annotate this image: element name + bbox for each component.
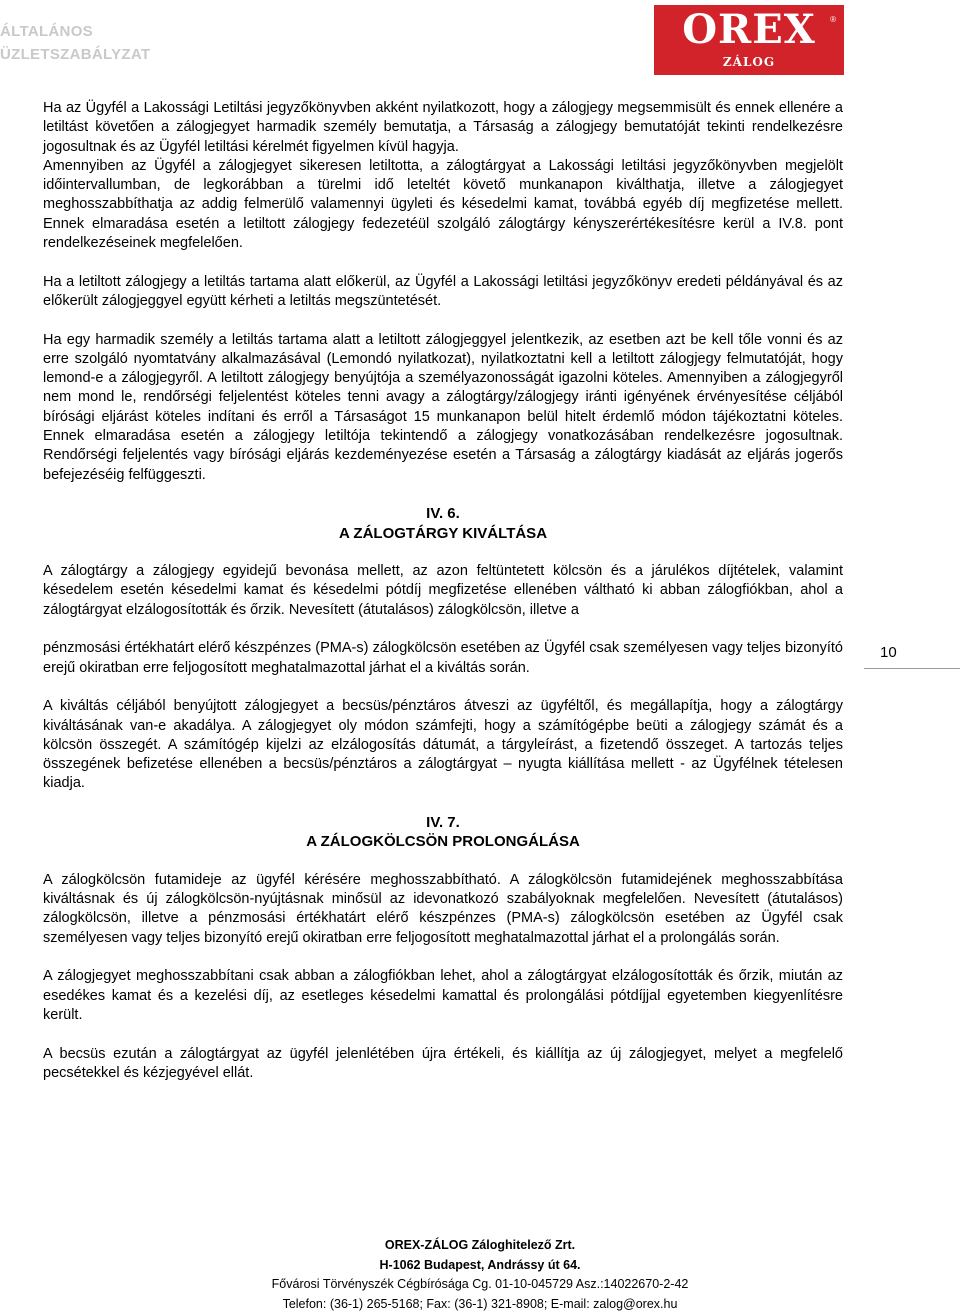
- footer-registry: Fővárosi Törvényszék Cégbírósága Cg. 01-10-045729 Asz.:14022670-2-42: [271, 1277, 689, 1291]
- document-title-line1: ÁLTALÁNOS: [0, 23, 93, 40]
- paragraph: Ha a letiltott zálogjegy a letiltás tartama alatt előkerül, az Ügyfél a Lakossági letiltási jegyzőkönyv eredeti példányával és az előkerült zálogjeggyel együtt kérheti a letiltás megszüntetését.: [43, 273, 843, 309]
- section-heading: [43, 504, 843, 543]
- page-number-rule: [864, 668, 960, 669]
- orex-logo: [654, 5, 844, 75]
- footer-contact: Telefon: (36-1) 265-5168; Fax: (36-1) 321-8908; E-mail: zalog@orex.hu: [282, 1296, 678, 1311]
- section-title: A ZÁLOGKÖLCSÖN PROLONGÁLÁSA: [306, 833, 580, 851]
- logo-wordmark: OREX: [682, 6, 816, 53]
- page-footer: [0, 1236, 960, 1314]
- footer-company: OREX-ZÁLOG Záloghitelező Zrt.: [384, 1238, 576, 1252]
- paragraph: Amennyiben az Ügyfél a zálogjegyet sikeresen letiltotta, a zálogtárgyat a Lakossági letiltási jegyzőkönyvben megjelölt időintervallumban, de legkorábban a türelmi idő leteltét követő munkanapon kiválthatja, illetve a zálogjegyet meghosszabbíthatja az addig felmerülő valamennyi ügyleti és késedelmi kamat, továbbá egyéb díj megfizetése mellett. Ennek elmaradása esetén a letiltott zálogjegy fedezetéül szolgáló zálogtárgy kényszerértékesítésre kerül a IV.8. pont rendelkezéseinek megfelelően.: [43, 157, 843, 252]
- footer-address: H-1062 Budapest, Andrássy út 64.: [379, 1257, 581, 1272]
- paragraph: Ha egy harmadik személy a letiltás tartama alatt a letiltott zálogjeggyel jelentkezik, az esetben azt be kell tőle vonni és az erre szolgáló nyomtatvány alkalmazásával (Lemondó nyilatkozat), nyilatkoztatni kell a letiltott zálogjegy felmutatóját, hogy lemond-e a zálogjegyről. A letiltott zálogjegy benyújtója a személyazonosságát igazolni köteles. Amennyiben a zálogjegyről nem mond le, rendőrségi feljelentést köteles tenni avagy a zálogtárgy/zálogjegy iránti igényének érvényesítése céljából bírósági eljárást köteles indítani és erről a Társaságot 15 munkanapon belül hitelt érdemlő módon tájékoztatni köteles. Ennek elmaradása esetén a zálogjegy letiltója tekintendő a zálogjegy vonatkozásában rendelkezésre jogosultnak. Rendőrségi feljelentés vagy bírósági eljárás kezdeményezése esetén a Társaság a zálogtárgy kiadását az eljárás jogerős befejezéséig felfüggeszti.: [43, 331, 843, 483]
- section-title: A ZÁLOGTÁRGY KIVÁLTÁSA: [338, 524, 548, 542]
- section-number: IV. 6.: [426, 505, 460, 523]
- document-title-line2: ÜZLETSZABÁLYZAT: [0, 46, 151, 63]
- paragraph: A zálogkölcsön futamideje az ügyfél kérésére meghosszabbítható. A zálogkölcsön futamidejének meghosszabbítása kiváltásnak és új zálogkölcsön-nyújtásnak minősül az idevonatkozó szabályoknak megfelelően. Nevesített (átutalásos) zálogkölcsön, illetve a pénzmosási értékhatárt elérő készpénzes (PMA-s) zálogkölcsön esetében az Ügyfél csak személyesen vagy teljes bizonyító erejű okiratban erre feljogosított meghatalmazottal járhat el a prolongálás során.: [43, 871, 843, 946]
- logo-registered-mark: ®: [830, 15, 836, 24]
- page-number: 10: [880, 644, 897, 661]
- paragraph: Ha az Ügyfél a Lakossági Letiltási jegyzőkönyvben akként nyilatkozott, hogy a zálogjegy megsemmisült és ennek ellenére a letiltást követően a zálogjegyet harmadik személy bemutatja, a Társaság a zálogjegy bemutatóját tekinti rendelkezésre jogosultnak és az Ügyfél letiltási kérelmét figyelmen kívül hagyja.: [43, 100, 843, 155]
- paragraph: A becsüs ezután a zálogtárgyat az ügyfél jelenlétében újra értékeli, és kiállítja az új zálogjegyet, melyet a megfelelő pecsétekkel és kézjegyével ellát.: [43, 1045, 843, 1081]
- document-title: [0, 20, 150, 66]
- paragraph: pénzmosási értékhatárt elérő készpénzes (PMA-s) zálogkölcsön esetében az Ügyfél csak személyesen vagy teljes bizonyító erejű okiratban erre feljogosított meghatalmazottal járhat el a kiváltás során.: [43, 640, 843, 676]
- logo-subtitle: ZÁLOG: [722, 55, 776, 69]
- paragraph: A zálogjegyet meghosszabbítani csak abban a zálogfiókban lehet, ahol a zálogtárgyat elzálogosították és őrzik, miután az esedékes kamat és a kezelési díj, az esetleges késedelmi kamattal és prolongálási pótdíjjal egyetemben kiegyenlítésre került.: [43, 968, 843, 1023]
- paragraph: A kiváltás céljából benyújtott zálogjegyet a becsüs/pénztáros átveszi az ügyféltől, és megállapítja, hogy a zálogtárgy kiváltásának van-e akadálya. A zálogjegyet oly módon számfejti, hogy a számítógépbe beüti a zálogjegy számát és a kölcsön összegét. A számítógép kijelzi az elzálogosítás dátumát, a tárgyleírást, a fizetendő összeget. A tartozás teljes összegének befizetése ellenében a becsüs/pénztáros a zálogtárgyat – nyugta kiállítása mellett - az Ügyfélnek tételesen kiadja.: [43, 698, 843, 792]
- section-heading: [43, 813, 843, 852]
- document-body: [43, 99, 843, 1102]
- paragraph: A zálogtárgy a zálogjegy egyidejű bevonása mellett, az azon feltüntetett kölcsön és a járulékos díjtételek, valamint késedelem esetén késedelmi kamat és késedelmi pótdíj megfizetése ellenében váltható ki abban zálogfiókban, ahol a zálogtárgyat elzálogosították és őrzik. Nevesített (átutalásos) zálogkölcsön, illetve a: [43, 563, 843, 618]
- section-number: IV. 7.: [426, 813, 460, 831]
